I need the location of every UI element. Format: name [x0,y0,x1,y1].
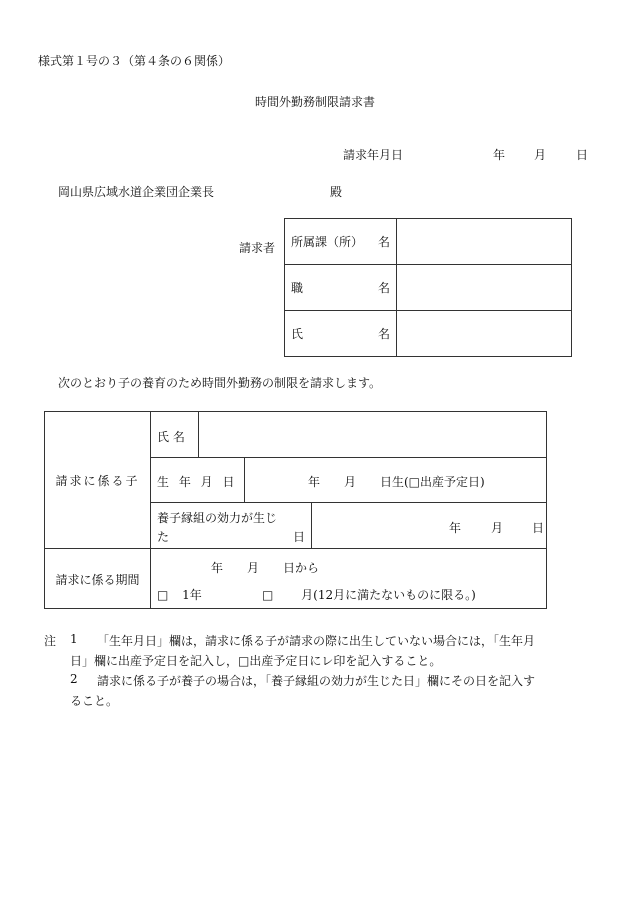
position-field[interactable] [397,265,572,311]
divider [244,457,245,502]
period-option-1[interactable]: □ 1年 [157,588,202,602]
requester-row-department [285,219,572,265]
divider [311,502,312,548]
request-date-label: 請求年月日 [343,148,404,162]
note-1-line-2: 日」欄に出産予定日を記入し，□出産予定日にレ印を記入すること。 [70,654,442,668]
birth-date-value[interactable]: 年 月 日生(□出産予定日) [308,475,485,489]
period-from[interactable]: 年 月 日から [211,561,320,575]
honorific: 殿 [330,185,343,199]
form-number: 様式第１号の３（第４条の６関係） [38,54,231,68]
request-date-day: 日 [576,148,589,162]
page-title: 時間外勤務制限請求書 [254,95,375,109]
note-1-number: 1 [70,632,78,646]
requester-row-name [285,311,572,357]
requester-row-position [285,265,572,311]
adoption-date-label: 養子縁組の効力が生じ た 日 [157,511,305,544]
request-date-month: 月 [534,148,547,162]
period-section-label: 請求に係る期間 [55,573,140,587]
divider [150,457,546,458]
checkbox-icon[interactable]: □ [157,588,169,602]
requester-name-field[interactable] [397,311,572,357]
checkbox-icon[interactable]: □ [262,588,274,602]
birth-date-label: 生 年 月 日 [157,475,238,489]
department-label: 所属課（所） 名 [285,219,397,265]
addressee: 岡山県広域水道企業団企業長 [58,185,215,199]
divider [150,502,546,503]
child-name-label: 氏 名 [157,430,185,444]
note-2-line-1: 請求に係る子が養子の場合は，「養子縁組の効力が生じた日」欄にその日を記入す [97,674,536,688]
statement: 次のとおり子の養育のため時間外勤務の制限を請求します。 [58,376,382,390]
request-date-year: 年 [493,148,506,162]
divider [150,412,151,608]
note-1-line-1: 「生年月日」欄は，請求に係る子が請求の際に出生していない場合には，「生年月 [97,634,536,648]
requester-label: 請求者 [239,241,276,255]
requester-name-label: 氏 名 [285,311,397,357]
position-label: 職 名 [285,265,397,311]
adoption-month: 月 [491,521,504,535]
main-table [44,411,547,609]
note-2-number: 2 [70,672,78,686]
notes-prefix: 注 [44,634,57,648]
period-option-2[interactable]: □ 月(12月に満たないものに限る。) [262,588,476,602]
note-2-line-2: ること。 [70,694,119,708]
child-section-label: 請求に係る子 [55,474,140,488]
adoption-day: 日 [532,521,545,535]
divider [45,548,546,549]
child-name-field[interactable] [201,415,541,455]
adoption-year: 年 [449,521,462,535]
divider [198,412,199,457]
department-field[interactable] [397,219,572,265]
requester-table [284,218,572,357]
